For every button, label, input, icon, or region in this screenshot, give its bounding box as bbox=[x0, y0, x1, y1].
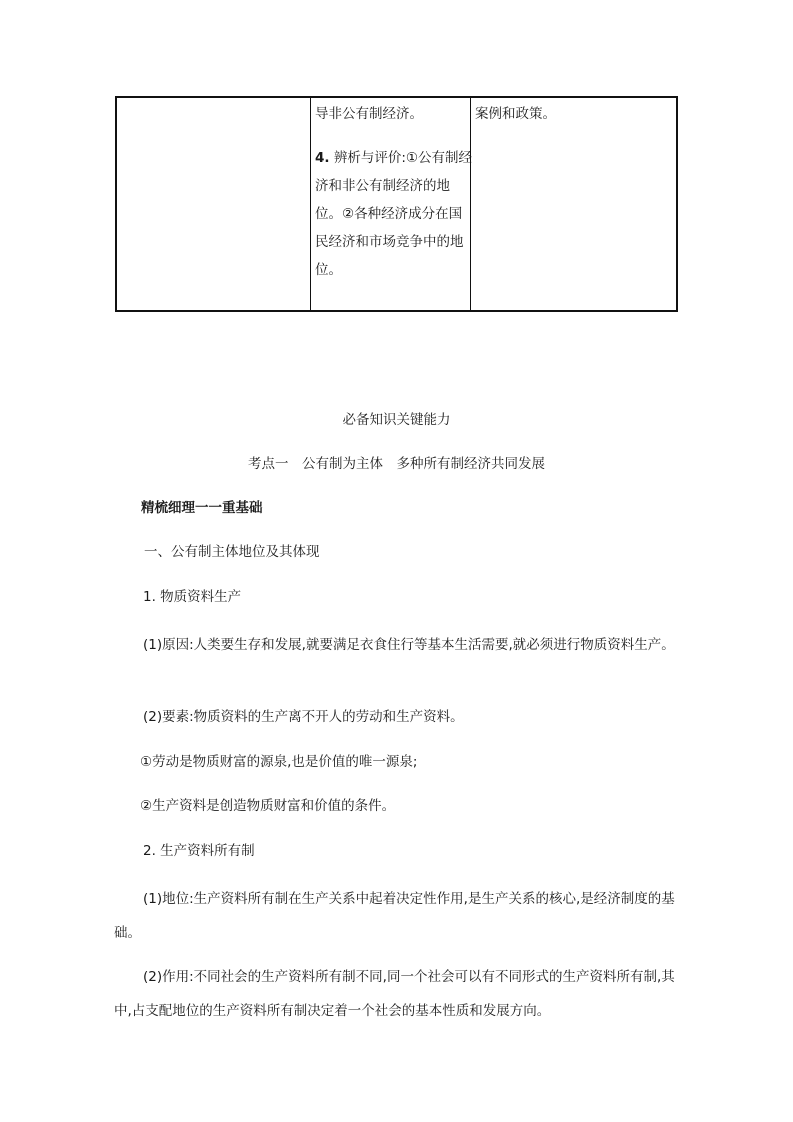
subheading: 精梳细理一一重基础 bbox=[141, 500, 263, 516]
table-text: 导非公有制经济。 bbox=[315, 106, 423, 122]
paragraph: (1)地位:生产资料所有制在生产关系中起着决定性作用,是生产关系的核心,是经济制度的基础。 bbox=[114, 891, 675, 941]
curriculum-table bbox=[115, 96, 678, 312]
table-text: 案例和政策。 bbox=[475, 106, 556, 122]
paragraph: ②生产资料是创造物质财富和价值的条件。 bbox=[140, 798, 396, 814]
item-heading: 2. 生产资料所有制 bbox=[143, 843, 255, 859]
item-text: 辨析与评价:①公有制经济和非公有制经济的地位。②各种经济成分在国民经济和市场竞争中的地位。 bbox=[315, 150, 472, 278]
paragraph: (2)要素:物质资料的生产离不开人的劳动和生产资料。 bbox=[143, 709, 464, 725]
table-text bbox=[315, 144, 473, 284]
heading-1: 一、公有制主体地位及其体现 bbox=[144, 544, 320, 560]
paragraph: ①劳动是物质财富的源泉,也是价值的唯一源泉; bbox=[140, 754, 418, 770]
item-number: 4. bbox=[315, 150, 330, 166]
paragraph: (2)作用:不同社会的生产资料所有制不同,同一个社会可以有不同形式的生产资料所有制,其中,占支配地位的生产资料所有制决定着一个社会的基本性质和发展方向。 bbox=[114, 969, 675, 1019]
item-heading: 1. 物质资料生产 bbox=[143, 589, 242, 605]
table-cell-notes bbox=[475, 98, 675, 128]
table-column-divider bbox=[310, 98, 311, 310]
paragraph: (1)原因:人类要生存和发展,就要满足衣食住行等基本生活需要,就必须进行物质资料生产。 bbox=[143, 637, 675, 653]
table-cell-requirements bbox=[315, 98, 473, 284]
section-title: 必备知识关键能力 bbox=[342, 412, 451, 428]
topic-title: 考点一 公有制为主体 多种所有制经济共同发展 bbox=[248, 456, 545, 472]
